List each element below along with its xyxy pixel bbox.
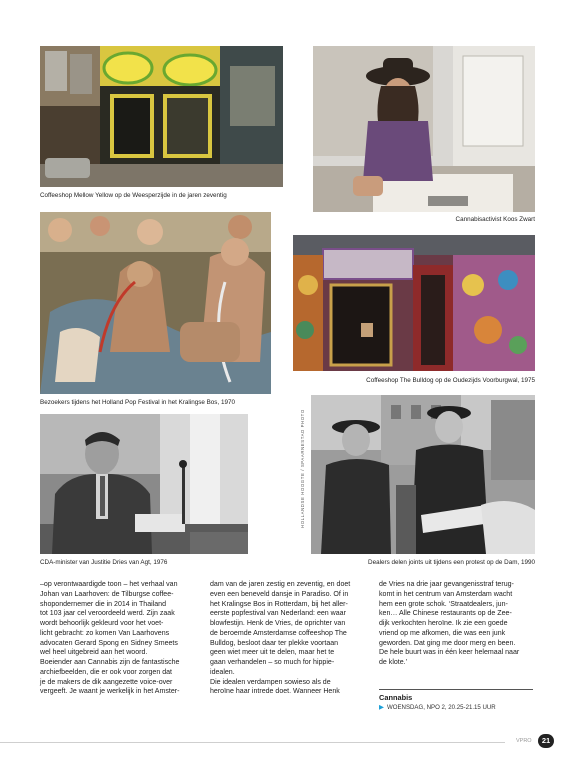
body-line: licht gebracht: zo komen Van Laarhovens bbox=[40, 629, 170, 637]
body-line: blowfestijn. Henk de Vries, de oprichter van bbox=[210, 620, 346, 627]
body-line: shopondernemer die in 2014 in Thailand bbox=[40, 600, 167, 608]
body-line: de klote.’ bbox=[379, 659, 408, 666]
body-column-1 bbox=[40, 580, 203, 697]
body-line: Boeiender aan Cannabis zijn de fantastische bbox=[40, 659, 180, 666]
body-line: even een beneveld dansje in Paradiso. Of in bbox=[210, 590, 349, 598]
play-triangle-icon: ▶ bbox=[379, 704, 384, 711]
body-line: advocaten Gerard Spong en Sidney Smeets bbox=[40, 639, 178, 647]
photo-koos-zwart bbox=[313, 46, 535, 212]
body-line: ken… Alle Chinese restaurants op de Zee- bbox=[379, 610, 512, 618]
body-line: idealen. bbox=[210, 668, 235, 676]
caption-van-agt: CDA-minister van Justitie Dries van Agt, 1976 bbox=[40, 559, 168, 566]
body-line: je de makers de dik aangezette voice-over bbox=[40, 678, 173, 686]
caption-bulldog: Coffeeshop The Bulldog op de Oudezijds Voorburgwal, 1975 bbox=[366, 377, 535, 384]
body-line: Johan van Laarhoven: de Tilburgse coffee- bbox=[40, 590, 174, 598]
body-line: Bulldog, besloot daar ter plekke voortaan bbox=[210, 639, 339, 647]
body-line: het Kralingse Bos in Rotterdam, bij het aller- bbox=[210, 600, 348, 608]
caption-mellow-yellow: Coffeeshop Mellow Yellow op de Weesperzijde in de jaren zeventig bbox=[40, 192, 227, 199]
footer-divider bbox=[0, 742, 505, 743]
footer-magazine-name: VPRO bbox=[516, 738, 532, 744]
body-line: wordt behoorlijk gekleurd voor het voet- bbox=[40, 620, 164, 627]
body-line: hem een grote schok. ‘Straatdealers, jun- bbox=[379, 600, 508, 608]
body-line: dam van de jaren zestig en zeventig, en doet bbox=[210, 581, 351, 588]
body-line: de beroemde Amsterdamse coffeeshop The bbox=[210, 629, 347, 637]
photo-bulldog bbox=[293, 235, 535, 371]
body-column-2 bbox=[210, 580, 373, 697]
body-line: eerste popfestival van Nederland: een waar bbox=[210, 610, 346, 618]
caption-koos-zwart: Cannabisactivist Koos Zwart bbox=[455, 216, 535, 223]
broadcast-infobox bbox=[379, 689, 533, 712]
caption-holland-pop: Bezoekers tijdens het Holland Pop Festival in het Kralingse Bos, 1970 bbox=[40, 399, 235, 406]
photo-dealers bbox=[311, 395, 535, 554]
body-line: geen wiet meer uit te delen, maar het te bbox=[210, 649, 335, 657]
body-line: De hele buurt was in één keer helemaal naar bbox=[379, 649, 520, 657]
body-line: wel heel uitgebreid aan het woord. bbox=[40, 649, 148, 657]
body-line: geworden. Dat ging me door merg en been. bbox=[379, 639, 516, 647]
photo-credit-text: HOLLANDSE HOOGTE / SPAARNESTAD PHOTO bbox=[300, 409, 305, 528]
infobox-title: Cannabis bbox=[379, 693, 413, 702]
body-line: dijk verkochten heroïne. Ik zie een goede bbox=[379, 620, 508, 627]
photo-credit bbox=[300, 398, 308, 528]
body-line: tot 103 jaar cel veroordeeld werd. Zijn zaak bbox=[40, 610, 175, 618]
page-number: 21 bbox=[538, 734, 554, 748]
photo-mellow-yellow bbox=[40, 46, 283, 187]
body-line: de Vries na drie jaar gevangenisstraf terug- bbox=[379, 581, 514, 588]
body-line: komt in het centrum van Amsterdam wacht bbox=[379, 590, 513, 598]
body-line: –op verontwaardigde toon – het verhaal van bbox=[40, 581, 178, 588]
body-line: vriend op me afkomen, die was een junk bbox=[379, 629, 506, 637]
photo-van-agt bbox=[40, 414, 248, 554]
caption-dealers: Dealers delen joints uit tijdens een protest op de Dam, 1990 bbox=[368, 559, 535, 566]
body-line: Die idealen verdampen sowieso als de bbox=[210, 678, 331, 686]
body-line: vergeeft. Je waant je werkelijk in het Amster- bbox=[40, 688, 180, 696]
body-line: archiefbeelden, die er ook voor zorgen dat bbox=[40, 668, 173, 676]
body-line: heroïne haar intrede doet. Wanneer Henk bbox=[210, 688, 340, 696]
infobox-schedule-line bbox=[379, 703, 533, 712]
infobox-schedule: WOENSDAG, NPO 2, 20.25-21.15 UUR bbox=[387, 704, 496, 711]
body-column-3 bbox=[379, 580, 537, 668]
body-line: gaan verhandelen – so much for hippie- bbox=[210, 659, 335, 666]
photo-holland-pop bbox=[40, 212, 271, 394]
